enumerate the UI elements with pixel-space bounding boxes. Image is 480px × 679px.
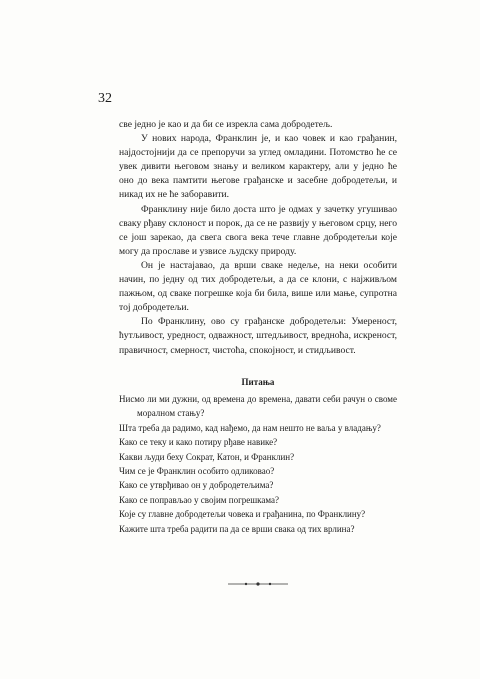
questions-heading: Питања [241, 377, 275, 387]
paragraph: Он је настајавао, да врши сваке недеље, на неки особити начин, по једну од тих добродетељи, а да се клони, с најживљом пажњом, од сваке погрешке која би била, више или мање, супротна тој добродетељи. [119, 259, 397, 314]
question-item: Нисмо ли ми дужни, од времена до времена, давати себи рачун о своме моралном стању? [119, 394, 397, 419]
paragraph: По Франклину, ово су грађанске добродетељи: Умереност, ћутљивост, уредност, одважност, штедљивост, вредноћа, искреност, правичност, смерност, чистоћа, спокојност, и стидљивост. [119, 316, 397, 356]
ornament-divider [228, 582, 288, 586]
question-item: Како се теку и како потиру рђаве навике? [119, 437, 278, 448]
question-item: Чим се је Франклин особито одликовао? [119, 466, 275, 477]
question-item: Какви људи беху Сократ, Катон, и Франклин? [119, 451, 295, 462]
question-item: Како се поправљао у својим погрешкама? [119, 494, 280, 505]
question-item: Како се утврђивао он у добродетељима? [119, 480, 274, 491]
paragraph: све једно је као и да би се изрекла сама добродетељ. [119, 119, 333, 130]
questions-list [119, 392, 397, 536]
question-item: Кажите шта треба радити па да се врши свака од тих врлина? [119, 523, 355, 534]
main-text [119, 118, 397, 358]
question-item: Које су главне добродетељи човека и грађанина, по Франклину? [119, 509, 366, 520]
question-item: Шта треба да радимо, кад нађемо, да нам нешто не ваља у владању? [119, 422, 381, 433]
page-number: 32 [98, 91, 112, 106]
paragraph: Франклину није било доста што је одмах у зачетку угушивао сваку рђаву склоност и порок, да се не развију у његовом срцу, него се још зарекао, да свега свога века тече главне добродетељи које могу да прославе и узвисе људску природу. [119, 203, 397, 257]
paragraph: У нових народа, Франклин је, и као човек и као грађанин, најдостојнији да се препоручи за углед омладини. Потомство ће се увек дивити његовом знању и великом карактеру, али у једно ће оно до века памтити његове грађанске и засебне добродетељи, и никад их не ће заборавити. [119, 133, 397, 201]
